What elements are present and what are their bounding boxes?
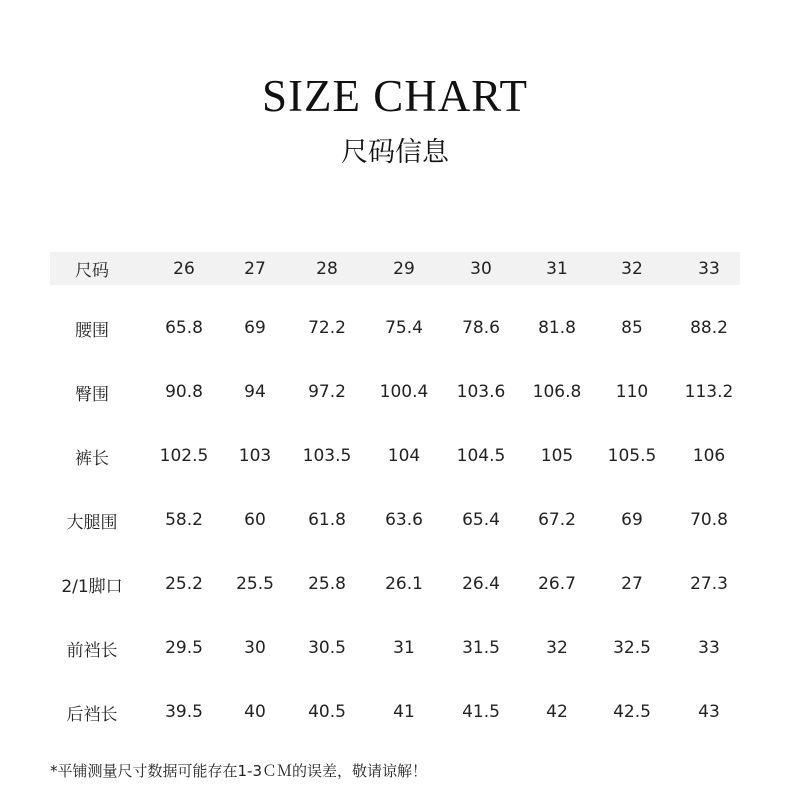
table-row-hip bbox=[50, 360, 740, 424]
table-cell: 69 bbox=[621, 510, 643, 530]
table-cell: 63.6 bbox=[385, 510, 423, 530]
table-cell: 27 bbox=[621, 574, 643, 594]
table-cell: 31.5 bbox=[462, 638, 500, 658]
table-cell: 97.2 bbox=[308, 382, 346, 402]
table-cell: 25.2 bbox=[165, 574, 203, 594]
table-cell: 33 bbox=[698, 638, 720, 658]
table-cell: 104 bbox=[387, 446, 421, 466]
table-cell: 105 bbox=[540, 446, 574, 466]
table-cell: 75.4 bbox=[385, 318, 423, 338]
table-cell: 39.5 bbox=[165, 702, 203, 722]
row-label: 后裆长 bbox=[66, 704, 118, 725]
table-cell: 42 bbox=[546, 702, 568, 722]
table-cell: 30 bbox=[244, 638, 266, 658]
table-cell: 61.8 bbox=[308, 510, 346, 530]
table-cell: 90.8 bbox=[165, 382, 203, 402]
table-cell: 29.5 bbox=[165, 638, 203, 658]
table-cell: 103 bbox=[238, 446, 272, 466]
table-cell: 32 bbox=[546, 638, 568, 658]
header-cell: 29 bbox=[393, 258, 415, 279]
row-label: 2/1脚口 bbox=[61, 576, 123, 597]
table-cell: 26.4 bbox=[462, 574, 500, 594]
header-cell: 32 bbox=[621, 258, 643, 279]
row-label: 腰围 bbox=[75, 320, 109, 341]
header-cell: 28 bbox=[316, 258, 338, 279]
table-cell: 113.2 bbox=[684, 382, 734, 402]
header-cell: 31 bbox=[546, 258, 568, 279]
table-cell: 30.5 bbox=[308, 638, 346, 658]
table-cell: 110 bbox=[615, 382, 649, 402]
table-cell: 67.2 bbox=[538, 510, 576, 530]
page-title: SIZE CHART bbox=[261, 71, 529, 121]
table-cell: 25.8 bbox=[308, 574, 346, 594]
table-cell: 60 bbox=[244, 510, 266, 530]
table-cell: 102.5 bbox=[159, 446, 209, 466]
table-cell: 25.5 bbox=[236, 574, 274, 594]
size-table bbox=[50, 252, 740, 744]
table-cell: 88.2 bbox=[690, 318, 728, 338]
table-cell: 42.5 bbox=[613, 702, 651, 722]
header-cell: 27 bbox=[244, 258, 266, 279]
table-row-waist bbox=[50, 296, 740, 360]
table-cell: 65.8 bbox=[165, 318, 203, 338]
table-cell: 40 bbox=[244, 702, 266, 722]
row-label: 臀围 bbox=[75, 384, 109, 405]
table-cell: 85 bbox=[621, 318, 643, 338]
table-cell: 70.8 bbox=[690, 510, 728, 530]
table-cell: 106.8 bbox=[532, 382, 582, 402]
table-cell: 40.5 bbox=[308, 702, 346, 722]
header-cell: 33 bbox=[698, 258, 720, 279]
row-label: 大腿围 bbox=[66, 512, 118, 533]
table-cell: 103.6 bbox=[456, 382, 506, 402]
table-row-thigh bbox=[50, 488, 740, 552]
table-row-leg-opening bbox=[50, 552, 740, 616]
table-cell: 105.5 bbox=[607, 446, 657, 466]
table-cell: 104.5 bbox=[456, 446, 506, 466]
table-row-back-rise bbox=[50, 680, 740, 744]
table-cell: 100.4 bbox=[379, 382, 429, 402]
table-cell: 106 bbox=[692, 446, 726, 466]
table-cell: 65.4 bbox=[462, 510, 500, 530]
header-cell-size: 尺码 bbox=[75, 261, 109, 281]
table-cell: 81.8 bbox=[538, 318, 576, 338]
table-cell: 41 bbox=[393, 702, 415, 722]
table-cell: 43 bbox=[698, 702, 720, 722]
table-cell: 69 bbox=[244, 318, 266, 338]
table-cell: 58.2 bbox=[165, 510, 203, 530]
table-cell: 31 bbox=[393, 638, 415, 658]
row-label: 裤长 bbox=[75, 448, 109, 469]
table-header-row bbox=[50, 252, 740, 285]
page-subtitle: 尺码信息 bbox=[341, 137, 449, 168]
table-cell: 94 bbox=[244, 382, 266, 402]
table-cell: 26.7 bbox=[538, 574, 576, 594]
table-cell: 27.3 bbox=[690, 574, 728, 594]
table-cell: 103.5 bbox=[302, 446, 352, 466]
table-cell: 32.5 bbox=[613, 638, 651, 658]
table-cell: 72.2 bbox=[308, 318, 346, 338]
header-cell: 30 bbox=[470, 258, 492, 279]
table-cell: 41.5 bbox=[462, 702, 500, 722]
table-cell: 78.6 bbox=[462, 318, 500, 338]
table-row-length bbox=[50, 424, 740, 488]
table-row-front-rise bbox=[50, 616, 740, 680]
header-cell: 26 bbox=[173, 258, 195, 279]
table-cell: 26.1 bbox=[385, 574, 423, 594]
measurement-note: *平铺测量尺寸数据可能存在1-3ＣＭ的误差，敬请谅解！ bbox=[50, 762, 428, 780]
row-label: 前裆长 bbox=[66, 640, 118, 661]
